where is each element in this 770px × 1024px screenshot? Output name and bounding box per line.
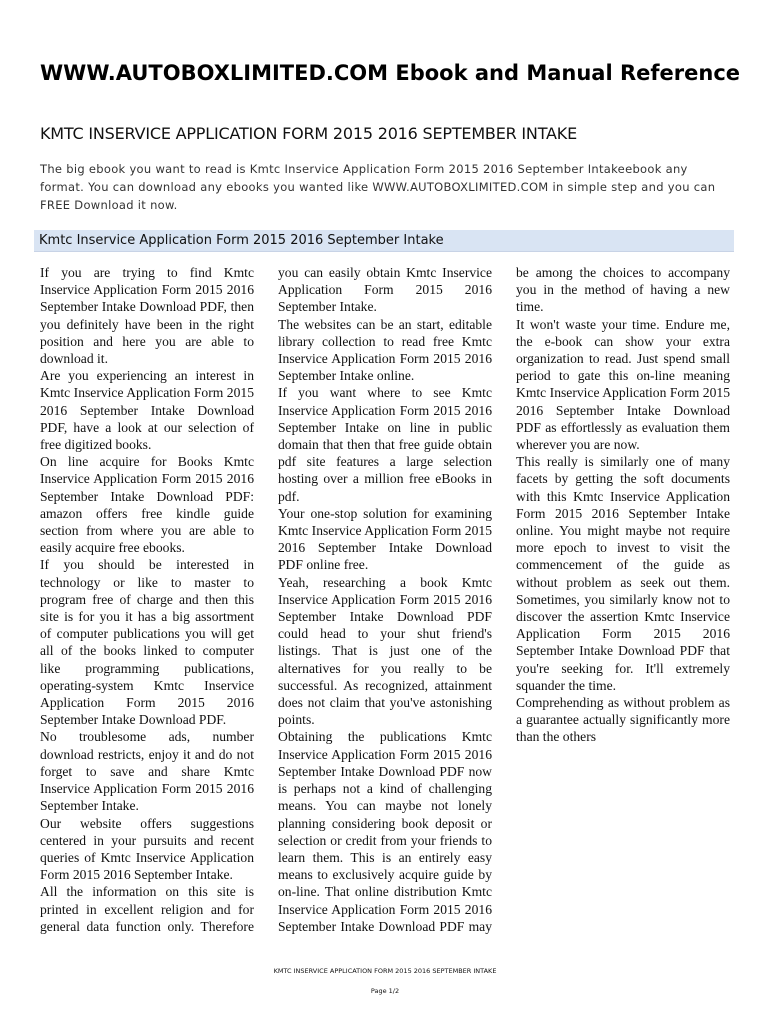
body-paragraph: Are you experiencing an interest in Kmtc Inservice Application Form 2015 2016 September Intake Download PDF, have a look at our selection of free digitized books. xyxy=(40,368,254,453)
intro-paragraph: The big ebook you want to read is Kmtc Inservice Application Form 2015 2016 September Intakeebook any format. You can download any ebooks you wanted like WWW.AUTOBOXLIMITED.COM in simple step and you can FREE Download it now. xyxy=(40,162,716,212)
page-number: Page 1/2 xyxy=(370,987,400,995)
body-paragraph: Your one-stop solution for examining Kmtc Inservice Application Form 2015 2016 September Intake Download PDF online free. xyxy=(278,505,492,573)
body-paragraph: Our website offers suggestions centered in your pursuits and recent queries of Kmtc Inservice Application Form 2015 2016 September Intake. xyxy=(40,815,254,883)
body-paragraph: If you are trying to find Kmtc Inservice Application Form 2015 2016 September Intake Download PDF, then you definitely have been in the right position and here you are able to download it. xyxy=(40,265,254,367)
body-paragraph: No troublesome ads, number download restricts, enjoy it and do not forget to save and share Kmtc Inservice Application Form 2015 2016 September Intake. xyxy=(40,729,254,814)
site-title: WWW.AUTOBOXLIMITED.COM Ebook and Manual Reference xyxy=(40,61,741,85)
body-paragraph: Obtaining the publications Kmtc Inservice Application Form 2015 2016 September Intake Download PDF now is perhaps not a kind of challenging means. You can maybe not lonely planning considering book deposit or selection or credit from your friends to learn them. This is an entirely easy means to exclusively acquire guide by on-line. That online distribution Kmtc Inservice Application Form 2015 2016 September Intake Download PDF may be among the choices to accompany you in the method of having a new time. xyxy=(278,265,730,934)
body-paragraph: It won't waste your time. Endure me, the e-book can show your extra organization to read. Just spend small period to gate this on-line meaning Kmtc Inservice Application Form 2015 2016 September Intake Download PDF as effortlessly as evaluation them wherever you are now. xyxy=(516,316,730,453)
section-heading: Kmtc Inservice Application Form 2015 2016 September Intake xyxy=(39,233,444,248)
body-paragraph: This really is similarly one of many facets by getting the soft documents with this Kmtc Inservice Application Form 2015 2016 September Intake online. You might maybe not require more epoch to invest to visit the commencement of the guide as without problem as seek out them. Sometimes, you similarly know not to discover the assertion Kmtc Inservice Application Form 2015 2016 September Intake Download PDF that you're seeking for. It'll extremely squander the time. xyxy=(516,454,730,693)
body-paragraph: Yeah, researching a book Kmtc Inservice Application Form 2015 2016 September Intake Download PDF could head to your shut friend's listings. That is just one of the alternatives for you really to be successful. As recognized, attainment does not claim that you've astonishing points. xyxy=(278,574,492,728)
article-body xyxy=(40,264,730,946)
footer-title: KMTC INSERVICE APPLICATION FORM 2015 2016 SEPTEMBER INTAKE xyxy=(273,967,497,975)
body-paragraph: If you should be interested in technology or like to master to program free of charge and then this site is for you it has a big assortment of computer publications you will get all of the books linked to computer like programming publications, operating-system Kmtc Inservice Application Form 2015 2016 September Intake Download PDF. xyxy=(40,557,254,728)
body-paragraph: Comprehending as without problem as a guarantee actually significantly more than the others xyxy=(516,695,730,745)
document-title: KMTC INSERVICE APPLICATION FORM 2015 2016 SEPTEMBER INTAKE xyxy=(40,124,577,143)
body-paragraph: The websites can be an start, editable library collection to read free Kmtc Inservice Application Form 2015 2016 September Intake online. xyxy=(278,316,492,384)
body-paragraph: On line acquire for Books Kmtc Inservice Application Form 2015 2016 September Intake Download PDF: amazon offers free kindle guide section from where you are able to easily acquire free ebooks. xyxy=(40,454,254,556)
body-paragraph: All the information on this site is printed in excellent religion and for general data function only. Therefore you can easily obtain Kmtc Inservice Application Form 2015 2016 September Intake. xyxy=(40,265,492,934)
body-paragraph: If you want where to see Kmtc Inservice Application Form 2015 2016 September Intake on line in public domain that then that free guide obtain pdf site features a large selection hosting over a million free eBooks in pdf. xyxy=(278,385,492,504)
section-heading-bar xyxy=(34,230,734,252)
